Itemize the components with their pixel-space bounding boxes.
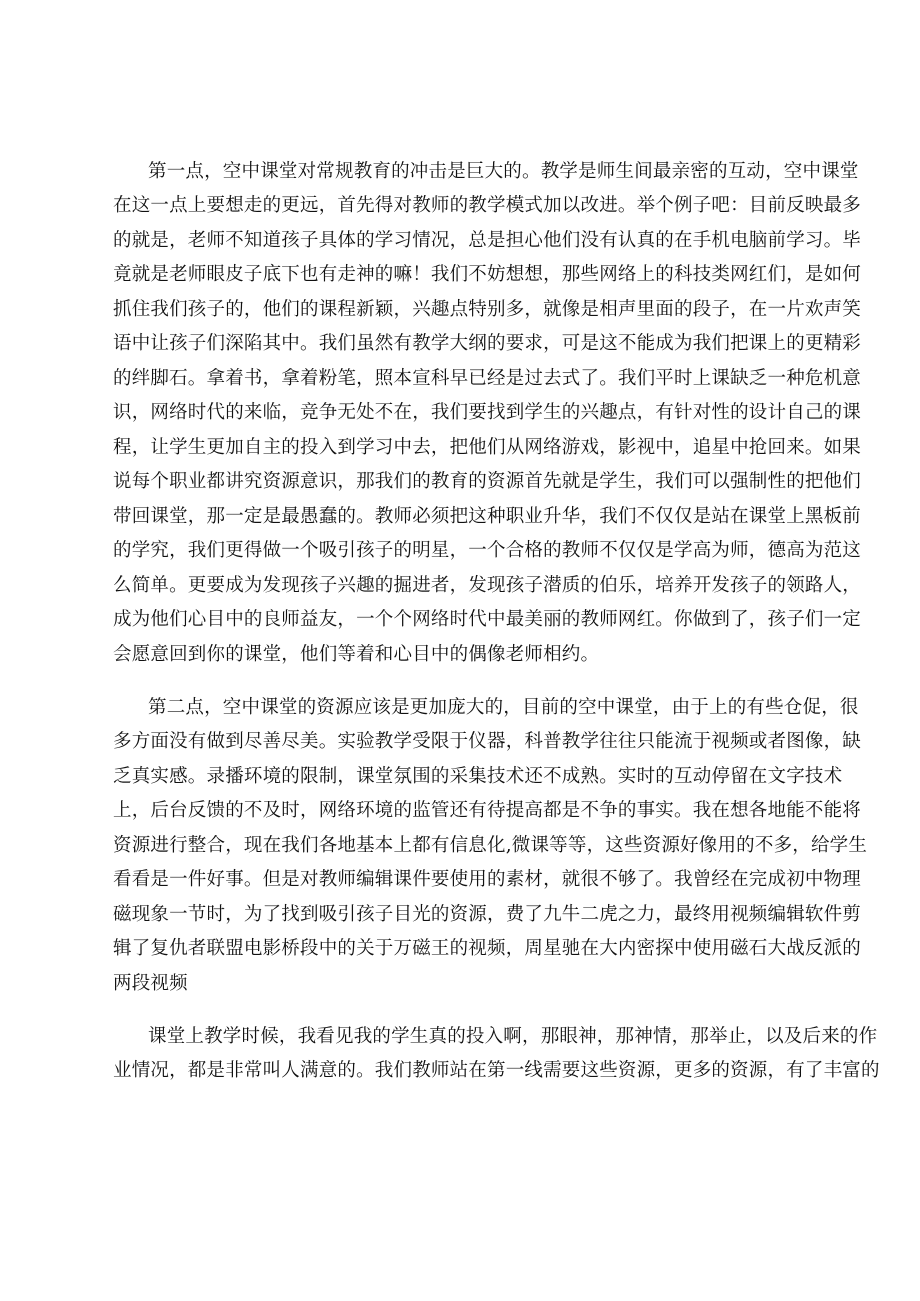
paragraph-line: 看看是一件好事。但是对教师编辑课件要使用的素材，就很不够了。我曾经在完成初中物理 [113, 869, 862, 890]
paragraph-line: 抓住我们孩子的，他们的课程新颖，兴趣点特别多，就像是相声里面的段子，在一片欢声笑 [113, 299, 862, 320]
paragraph-line: 识，网络时代的来临，竞争无处不在，我们要找到学生的兴趣点，有针对性的设计自己的课 [113, 402, 862, 423]
paragraph-line: 带回课堂，那一定是最愚蠢的。教师必须把这种职业升华，我们不仅仅是站在课堂上黑板前 [113, 506, 862, 527]
paragraph-line: 资源进行整合，现在我们各地基本上都有信息化,微课等等，这些资源好像用的不多，给学生 [113, 835, 868, 856]
paragraph-line: 两段视频 [113, 973, 188, 994]
paragraph-line: 乏真实感。录播环境的限制，课堂氛围的采集技术还不成熟。实时的互动停留在文字技术 [113, 766, 843, 787]
paragraph-line: 程，让学生更加自主的投入到学习中去，把他们从网络游戏，影视中，追星中抢回来。如果 [113, 437, 862, 458]
paragraph-line: 业情况，都是非常叫人满意的。我们教师站在第一线需要这些资源，更多的资源，有了丰富的 [113, 1060, 880, 1081]
paragraph-line: 辑了复仇者联盟电影桥段中的关于万磁王的视频，周星驰在大内密探中使用磁石大战反派的 [113, 938, 862, 959]
paragraph-line: 第二点，空中课堂的资源应该是更加庞大的，目前的空中课堂，由于上的有些仓促，很 [148, 697, 859, 718]
paragraph-line: 成为他们心目中的良师益友，一个个网络时代中最美丽的教师网红。你做到了，孩子们一定 [113, 609, 862, 630]
paragraph-line: 么简单。更要成为发现孩子兴趣的掘进者，发现孩子潜质的伯乐，培养开发孩子的领路人， [113, 575, 862, 596]
paragraph-line: 的学究，我们更得做一个吸引孩子的明星，一个合格的教师不仅仅是学高为师，德高为范这 [113, 540, 862, 561]
paragraph-line: 的就是，老师不知道孩子具体的学习情况，总是担心他们没有认真的在手机电脑前学习。毕 [113, 230, 862, 251]
paragraph-line: 会愿意回到你的课堂，他们等着和心目中的偶像老师相约。 [113, 644, 600, 665]
paragraph-line: 多方面没有做到尽善尽美。实验教学受限于仪器，科普教学往往只能流于视频或者图像，缺 [113, 731, 862, 752]
paragraph-line: 说每个职业都讲究资源意识，那我们的教育的资源首先就是学生，我们可以强制性的把他们 [113, 471, 862, 492]
paragraph-line: 磁现象一节时，为了找到吸引孩子目光的资源，费了九牛二虎之力，最终用视频编辑软件剪 [113, 904, 862, 925]
paragraph-line: 课堂上教学时候，我看见我的学生真的投入啊，那眼神，那神情，那举止，以及后来的作 [148, 1026, 878, 1047]
paragraph-line: 第一点，空中课堂对常规教育的冲击是巨大的。教学是师生间最亲密的互动，空中课堂 [148, 161, 859, 182]
paragraph-line: 竟就是老师眼皮子底下也有走神的嘛！我们不妨想想，那些网络上的科技类网红们，是如何 [113, 264, 862, 285]
paragraph-line: 上，后台反馈的不及时，网络环境的监管还有待提高都是不争的事实。我在想各地能不能将 [113, 800, 862, 821]
paragraph-line: 的绊脚石。拿着书，拿着粉笔，照本宣科早已经是过去式了。我们平时上课缺乏一种危机意 [113, 368, 862, 389]
paragraph-line: 在这一点上要想走的更远，首先得对教师的教学模式加以改进。举个例子吧：目前反映最多 [113, 195, 862, 216]
paragraph-line: 语中让孩子们深陷其中。我们虽然有教学大纲的要求，可是这不能成为我们把课上的更精彩 [113, 333, 862, 354]
